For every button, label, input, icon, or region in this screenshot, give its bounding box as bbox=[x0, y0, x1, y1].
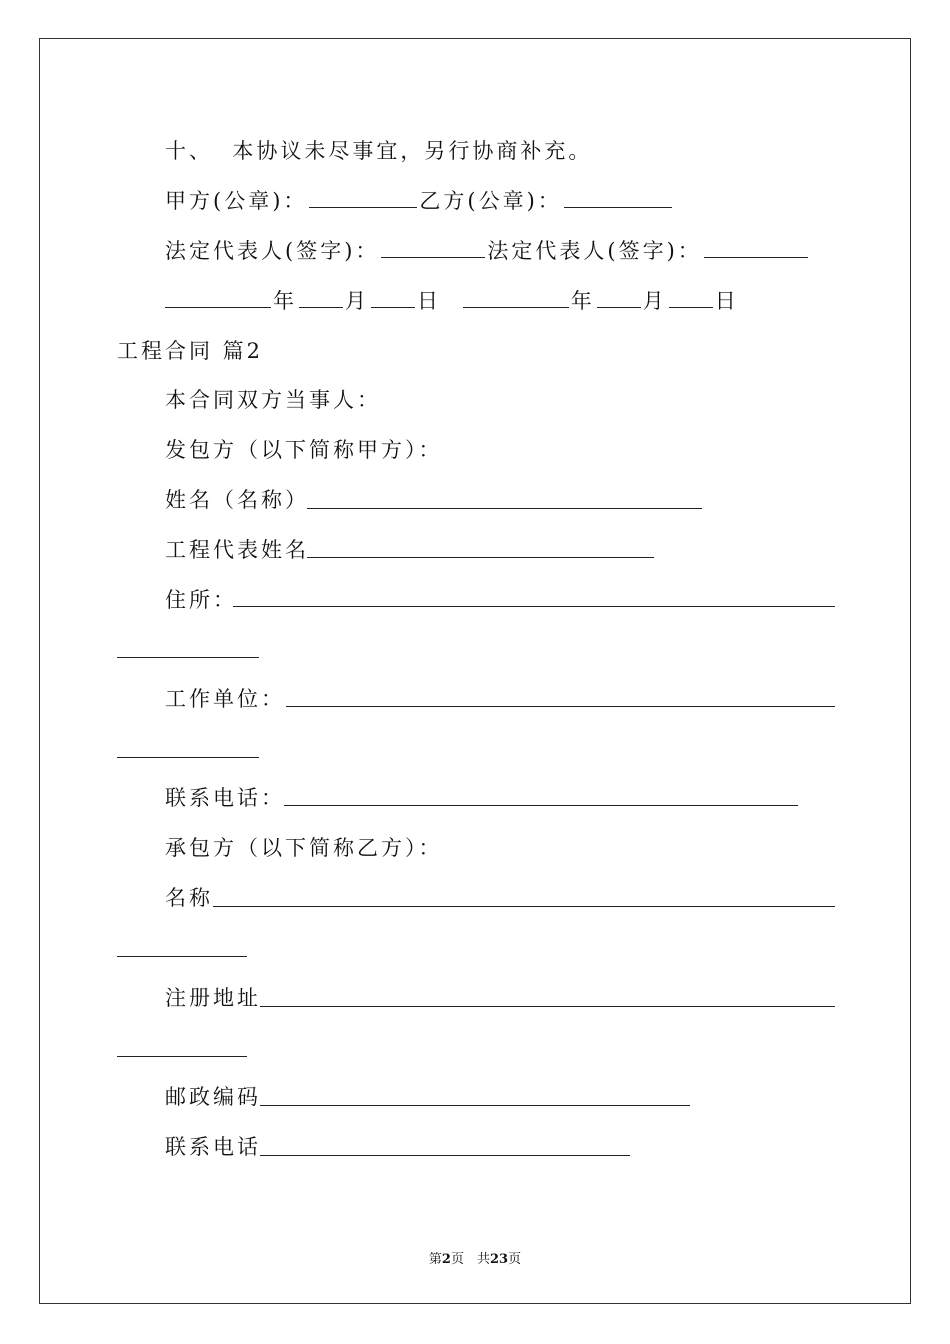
rep-line bbox=[165, 236, 810, 266]
party-b-seal-blank[interactable] bbox=[564, 187, 672, 208]
contractor-phone-blank[interactable] bbox=[260, 1155, 630, 1156]
work-unit-label: 工作单位： bbox=[165, 687, 285, 711]
intro-text: 本合同双方当事人： bbox=[165, 388, 381, 412]
page-border bbox=[39, 38, 911, 1304]
reg-address-blank[interactable] bbox=[260, 1006, 835, 1007]
total-pages: 23 bbox=[489, 1252, 509, 1267]
employer-header: 发包方（以下简称甲方）： bbox=[165, 438, 443, 462]
address-label: 住所： bbox=[165, 588, 237, 612]
page-number: 2 bbox=[441, 1252, 451, 1267]
month-blank-b[interactable] bbox=[597, 287, 641, 308]
clause-text: 本协议未尽事宜，另行协商补充。 bbox=[232, 139, 593, 163]
day-label-a: 日 bbox=[417, 289, 441, 313]
project-rep-blank[interactable] bbox=[307, 557, 654, 558]
year-label-a: 年 bbox=[273, 289, 297, 313]
contractor-name-blank[interactable] bbox=[213, 906, 835, 907]
work-unit-blank[interactable] bbox=[286, 706, 835, 707]
contractor-name-label: 名称 bbox=[165, 886, 213, 910]
reg-address-blank-cont[interactable] bbox=[117, 1056, 247, 1057]
day-label-b: 日 bbox=[714, 289, 739, 313]
date-line bbox=[163, 286, 739, 316]
employer-name-label: 姓名（名称） bbox=[165, 488, 309, 512]
party-a-seal-label: 甲方(公章)： bbox=[165, 189, 308, 213]
postcode-blank[interactable] bbox=[260, 1105, 690, 1106]
section-title: 工程合同 篇2 bbox=[117, 339, 264, 363]
footer-mid: 页 共 bbox=[450, 1252, 490, 1267]
contractor-name-blank-cont[interactable] bbox=[117, 956, 247, 957]
footer-suffix: 页 bbox=[508, 1252, 522, 1267]
party-b-seal-label: 乙方(公章)： bbox=[419, 189, 562, 213]
address-blank-cont[interactable] bbox=[117, 657, 259, 658]
year-label-b: 年 bbox=[570, 289, 595, 313]
page-footer bbox=[0, 1248, 950, 1267]
day-blank-b[interactable] bbox=[669, 287, 713, 308]
clause-number: 十、 bbox=[165, 139, 213, 163]
month-blank-a[interactable] bbox=[299, 287, 343, 308]
address-blank[interactable] bbox=[233, 606, 835, 607]
party-a-seal-blank[interactable] bbox=[309, 187, 417, 208]
year-blank-a[interactable] bbox=[165, 287, 271, 308]
contractor-phone-label: 联系电话 bbox=[165, 1135, 261, 1159]
month-label-b: 月 bbox=[642, 289, 667, 313]
footer-prefix: 第 bbox=[428, 1252, 442, 1267]
party-b-rep-blank[interactable] bbox=[704, 237, 808, 258]
work-unit-blank-cont[interactable] bbox=[117, 757, 259, 758]
clause-10 bbox=[165, 136, 592, 166]
contractor-header: 承包方（以下简称乙方）： bbox=[165, 836, 443, 860]
project-rep-label: 工程代表姓名 bbox=[165, 538, 309, 562]
employer-phone-label: 联系电话： bbox=[165, 786, 285, 810]
party-a-rep-label: 法定代表人(签字)： bbox=[165, 239, 380, 263]
employer-name-blank[interactable] bbox=[307, 508, 702, 509]
employer-phone-blank[interactable] bbox=[284, 805, 798, 806]
year-blank-b[interactable] bbox=[463, 287, 569, 308]
reg-address-label: 注册地址 bbox=[165, 986, 261, 1010]
postcode-label: 邮政编码 bbox=[165, 1085, 261, 1109]
day-blank-a[interactable] bbox=[371, 287, 415, 308]
party-b-rep-label: 法定代表人(签字)： bbox=[487, 239, 702, 263]
month-label-a: 月 bbox=[345, 289, 369, 313]
seal-line bbox=[165, 186, 674, 216]
party-a-rep-blank[interactable] bbox=[381, 237, 485, 258]
